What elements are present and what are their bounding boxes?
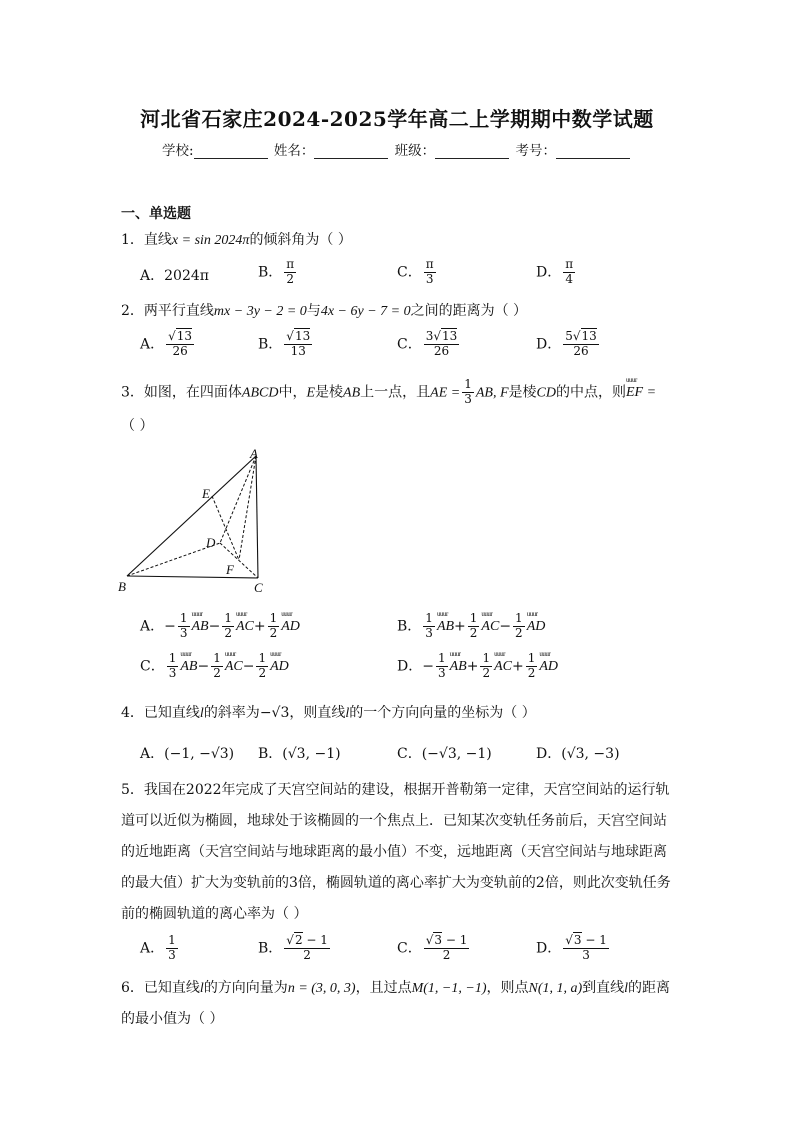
numerator: 1 <box>269 611 278 625</box>
option-label: C． <box>397 940 422 957</box>
sign: − <box>422 658 434 675</box>
var: AE = <box>430 385 461 401</box>
question-text: 中， <box>278 384 307 401</box>
var: AB <box>343 385 361 401</box>
question-number: 6． <box>121 980 144 996</box>
denominator: 2 <box>269 625 278 640</box>
fraction <box>211 652 223 681</box>
option-d[interactable] <box>536 330 601 359</box>
vector-ad: uuur AD <box>527 619 546 635</box>
vector-n: n = (3, 0, 3) <box>287 981 356 996</box>
var: l <box>199 706 204 721</box>
option-value: (√3, −1) <box>282 746 341 762</box>
option-label: A． <box>140 618 165 635</box>
label-c: C <box>254 580 263 595</box>
fraction <box>563 330 599 359</box>
denominator: 26 <box>433 343 450 358</box>
option-b[interactable] <box>397 612 545 641</box>
denominator: 3 <box>425 625 433 640</box>
question-text: ，且过点 <box>355 980 412 996</box>
page-title: 河北省石家庄2024-2025学年高二上学期期中数学试题 <box>140 107 654 131</box>
numerator: π <box>565 257 574 271</box>
denominator: 2 <box>303 947 311 962</box>
fraction <box>424 330 460 359</box>
exam-no-label: 考号： <box>515 143 556 159</box>
denominator: 3 <box>582 947 590 962</box>
question-5 <box>121 775 676 930</box>
radicand: 3 <box>573 933 582 947</box>
denominator: 3 <box>464 391 472 406</box>
question-number: 2． <box>121 303 144 319</box>
section-heading: 一、单选题 <box>121 206 191 222</box>
question-text: 的方向向量为 <box>203 980 288 996</box>
denominator: 3 <box>179 625 188 640</box>
option-value: (−1, −√3) <box>164 746 235 762</box>
point-n: N(1, 1, a) <box>528 981 583 996</box>
denominator: 3 <box>425 271 434 286</box>
fraction <box>424 934 470 963</box>
denominator: 2 <box>527 665 536 680</box>
sign: − <box>208 618 221 635</box>
question-text: 到直线 <box>582 980 625 996</box>
vector-ef: uuur EF = <box>626 385 656 401</box>
numerator: 1 <box>168 651 177 665</box>
fraction <box>166 330 194 359</box>
var: l <box>345 706 350 721</box>
equation: mx − 3y − 2 = 0 <box>213 304 307 319</box>
school-label: 学校: <box>162 143 194 159</box>
name-blank[interactable] <box>314 144 388 159</box>
name-label: 姓名： <box>273 143 315 159</box>
numerator: π <box>425 257 434 271</box>
denominator: 2 <box>515 625 523 640</box>
sign: + <box>253 618 266 635</box>
label-a: A <box>250 446 258 461</box>
exam-no-blank[interactable] <box>556 144 630 159</box>
question-text: 的一个方向向量的坐标为（ ） <box>349 705 536 721</box>
fraction <box>526 652 538 681</box>
var: l <box>624 981 629 996</box>
option-label: B． <box>258 264 283 281</box>
question-text: ，则直线 <box>289 705 346 721</box>
denominator: 3 <box>168 665 177 680</box>
question-text: 已知直线 <box>143 705 200 721</box>
school-blank[interactable] <box>194 144 268 159</box>
option-value: 2024π <box>164 268 209 284</box>
numerator: 1 <box>258 651 267 665</box>
denominator: 26 <box>172 343 188 358</box>
equation: x = sin 2024π <box>171 233 250 248</box>
question-text: ，则点 <box>486 980 529 996</box>
option-label: C． <box>397 746 422 762</box>
equation: 4x − 6y − 7 = 0 <box>320 304 411 319</box>
coefficient: 3 <box>425 329 434 343</box>
fraction <box>284 258 296 287</box>
option-c[interactable] <box>397 934 471 963</box>
option-label: A． <box>140 336 165 353</box>
numerator: π <box>286 257 295 271</box>
sign: − <box>499 618 512 635</box>
question-number: 3． <box>121 384 144 401</box>
tetrahedron-figure <box>116 446 276 596</box>
numerator: 1 <box>213 651 221 665</box>
segment-af <box>239 456 256 560</box>
vector-ab: uuur AB <box>192 619 209 635</box>
sign: − <box>164 618 176 635</box>
denominator: 2 <box>213 665 221 680</box>
fraction <box>424 258 436 287</box>
question-4 <box>121 702 536 722</box>
var: E <box>306 385 316 401</box>
option-label: D． <box>397 658 423 675</box>
coefficient: 5 <box>565 329 573 343</box>
fraction <box>480 652 492 681</box>
option-c[interactable] <box>397 258 438 287</box>
numerator: 1 <box>168 933 176 947</box>
numerator: √2 − 1 <box>286 933 328 947</box>
denominator: 3 <box>437 665 446 680</box>
sign: − <box>242 658 255 675</box>
radicand: 13 <box>442 329 458 343</box>
numerator: 5√13 <box>565 329 597 343</box>
question-text: 之间的距离为（ ） <box>410 303 528 319</box>
minus-one: − 1 <box>581 933 607 947</box>
numerator: √3 − 1 <box>425 933 468 947</box>
label-e: E <box>202 486 210 501</box>
edge-ac <box>256 456 258 578</box>
option-d[interactable] <box>536 258 577 287</box>
option-a[interactable] <box>140 934 180 963</box>
option-value: (−√3, −1) <box>421 746 492 762</box>
numerator: 1 <box>527 651 536 665</box>
denominator: 26 <box>573 343 589 358</box>
denominator: 3 <box>168 947 176 962</box>
fraction <box>423 612 435 641</box>
option-label: D． <box>536 940 562 957</box>
option-label: C． <box>140 658 165 675</box>
label-d: D <box>206 535 216 550</box>
fraction <box>284 934 330 963</box>
fraction <box>222 612 234 641</box>
question-text: 直线 <box>143 232 172 248</box>
segment-ef <box>212 496 239 560</box>
option-label: D． <box>536 264 562 281</box>
numerator: 1 <box>425 611 433 625</box>
numerator: 1 <box>437 651 446 665</box>
option-c[interactable] <box>397 330 461 359</box>
option-a[interactable] <box>140 612 300 641</box>
minus-one: − 1 <box>442 933 468 947</box>
denominator: 2 <box>224 625 232 640</box>
fraction <box>256 652 268 681</box>
radicand: 2 <box>294 933 303 947</box>
minus-one: − 1 <box>302 933 328 947</box>
numerator: 1 <box>515 611 523 625</box>
denominator: 2 <box>469 625 478 640</box>
fraction <box>513 612 525 641</box>
vector-ac: uuur AC <box>236 619 254 635</box>
edge-ad <box>220 456 256 543</box>
vector-ab: uuur AB <box>437 619 454 635</box>
question-text: 的距离 <box>628 980 671 996</box>
fraction <box>167 652 179 681</box>
radicand: 13 <box>176 329 193 343</box>
question-6 <box>121 977 670 997</box>
question-6-line2: 的最小值为（ ） <box>121 1011 224 1027</box>
radicand: 3 <box>434 933 443 947</box>
vector-ad: uuur AD <box>281 619 300 635</box>
option-label: D． <box>536 746 562 762</box>
sign: + <box>466 658 479 675</box>
option-d[interactable] <box>536 743 620 763</box>
var: CD <box>536 385 556 401</box>
option-a[interactable] <box>140 265 209 285</box>
numerator: √13 <box>168 329 193 343</box>
option-label: B． <box>258 940 283 957</box>
option-label: C． <box>397 264 422 281</box>
option-b[interactable] <box>258 330 314 359</box>
radicand: 13 <box>581 329 597 343</box>
option-c[interactable] <box>397 743 492 763</box>
question-text: 的斜率为 <box>203 705 260 721</box>
sign: + <box>511 658 524 675</box>
sign: + <box>454 618 466 635</box>
option-label: A． <box>140 940 165 957</box>
denominator: 2 <box>442 947 451 962</box>
fraction <box>284 330 312 359</box>
question-3-paren: （ ） <box>121 418 154 434</box>
vector-ab: uuur AB <box>180 659 197 675</box>
question-text: 的中点，则 <box>555 384 626 401</box>
numerator: 1 <box>464 377 472 391</box>
question-1 <box>121 229 352 249</box>
option-label: B． <box>258 746 283 762</box>
radicand: 13 <box>294 329 311 343</box>
question-text: 是棱 <box>508 384 537 401</box>
question-text: 两平行直线 <box>143 303 214 319</box>
option-label: B． <box>397 618 422 635</box>
numerator: √3 − 1 <box>565 933 607 947</box>
option-d[interactable] <box>536 934 611 963</box>
fraction <box>268 612 280 641</box>
class-blank[interactable] <box>435 144 509 159</box>
question-text: 已知直线 <box>143 980 200 996</box>
var: AB, F <box>475 385 509 401</box>
edge-bc <box>127 576 258 578</box>
fraction <box>166 934 178 963</box>
vector-ac: uuur AC <box>225 659 243 675</box>
option-c[interactable] <box>140 652 289 681</box>
option-b[interactable] <box>258 934 332 963</box>
student-info-line <box>0 139 794 159</box>
question-number: 1． <box>121 232 144 248</box>
question-text: 是棱 <box>315 384 344 401</box>
vector-ac: uuur AC <box>481 619 499 635</box>
question-number: 5． <box>121 782 144 798</box>
option-label: B． <box>258 336 283 353</box>
vector-ac: uuur AC <box>494 659 512 675</box>
numerator: 1 <box>224 611 232 625</box>
question-text: 我国在2022年完成了天宫空间站的建设，根据开普勒第一定律，天宫空间站的运行轨道可以近似为椭圆，地球处于该椭圆的一个焦点上．已知某次变轨任务前后，天宫空间站的近地距离（天宫空间站与地球距离的最小值）不变，远地距离（天宫空间站与地球距离的最大值）扩大为变轨前的3倍，椭圆轨道的离心率扩大为变轨前的2倍，则此次变轨任务前的椭圆轨道的离心率为（ ） <box>121 782 671 922</box>
question-text: 与 <box>306 303 321 319</box>
equation: −√3 <box>259 705 290 721</box>
numerator: 1 <box>469 611 478 625</box>
denominator: 2 <box>286 271 295 286</box>
option-label: C． <box>397 336 422 353</box>
class-label: 班级： <box>394 143 436 159</box>
point-m: M(1, −1, −1) <box>411 981 487 996</box>
option-b[interactable] <box>258 743 341 763</box>
option-d[interactable] <box>397 652 558 681</box>
label-b: B <box>118 579 126 594</box>
fraction <box>563 258 575 287</box>
vector-ab: uuur AB <box>450 659 467 675</box>
question-3 <box>121 378 656 407</box>
option-label: D． <box>536 336 562 353</box>
option-label: A． <box>140 746 165 762</box>
denominator: 4 <box>565 271 573 286</box>
question-text: 上一点，且 <box>360 384 431 401</box>
numerator: √13 <box>286 329 311 343</box>
var: ABCD <box>241 385 279 401</box>
numerator: 3√13 <box>425 329 458 343</box>
question-text: 如图，在四面体 <box>143 384 242 401</box>
fraction <box>468 612 480 641</box>
fraction <box>462 378 474 407</box>
denominator: 13 <box>290 343 306 358</box>
option-value: (√3, −3) <box>561 746 620 762</box>
vector-ad: uuur AD <box>270 659 289 675</box>
numerator: 1 <box>179 611 188 625</box>
numerator: 1 <box>482 651 491 665</box>
var: l <box>199 981 204 996</box>
question-number: 4． <box>121 705 144 721</box>
option-a[interactable] <box>140 330 196 359</box>
vector-ad: uuur AD <box>539 659 558 675</box>
label-f: F <box>226 562 234 577</box>
question-2 <box>121 300 527 320</box>
option-label: A． <box>140 268 165 284</box>
denominator: 2 <box>258 665 267 680</box>
fraction <box>436 652 448 681</box>
fraction <box>563 934 609 963</box>
sign: − <box>197 658 210 675</box>
option-a[interactable] <box>140 743 234 763</box>
denominator: 2 <box>482 665 491 680</box>
option-b[interactable] <box>258 258 298 287</box>
question-text: 的倾斜角为（ ） <box>249 232 352 248</box>
fraction <box>178 612 190 641</box>
